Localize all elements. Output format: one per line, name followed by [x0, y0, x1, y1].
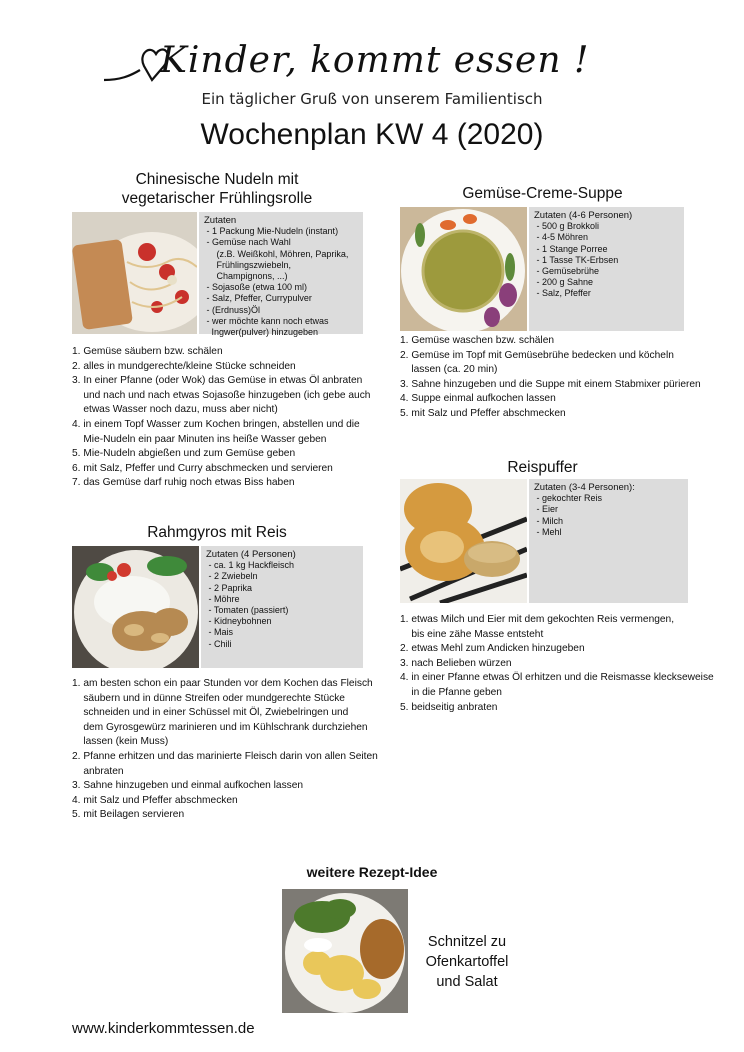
ingredient-item: - Gemüse nach Wahl [204, 237, 291, 248]
photo-schnitzel [282, 889, 408, 1013]
ingredient-item: - (Erdnuss)Öl [204, 304, 261, 315]
ingredient-item: - 2 Paprika [206, 582, 253, 593]
ingredients-nudeln [199, 212, 363, 338]
step-item: 5. mit Salz und Pfeffer abschmecken [400, 407, 566, 419]
footer-url: www.kinderkommtessen.de [72, 1020, 255, 1037]
ingredients-heading: Zutaten [204, 215, 237, 226]
ingredients-reispuffer [529, 479, 688, 603]
recipe-title-suppe: Gemüse-Creme-Suppe [462, 185, 623, 202]
ingredient-item: Frühlingszwiebeln, [204, 259, 292, 270]
step-item: 2. etwas Mehl zum Andicken hinzugeben [400, 643, 585, 655]
step-item: anbraten [72, 765, 124, 777]
ingredient-item: - 1 Stange Porree [534, 243, 608, 254]
step-item: 5. beidseitig anbraten [400, 701, 498, 713]
step-item: 6. mit Salz, Pfeffer und Curry abschmecken und servieren [72, 462, 333, 474]
ingredients-heading: Zutaten (3-4 Personen): [534, 482, 635, 493]
ingredient-item: - Mehl [534, 526, 562, 537]
ingredient-item: - 500 g Brokkoli [534, 221, 600, 232]
ingredient-item: - ca. 1 kg Hackfleisch [206, 560, 295, 571]
step-item: 3. nach Belieben würzen [400, 657, 512, 669]
steps-reispuffer [400, 613, 740, 715]
photo-nudeln [72, 212, 197, 334]
steps-nudeln [72, 345, 392, 491]
step-item: 5. mit Beilagen servieren [72, 809, 185, 821]
step-item: 3. In einer Pfanne (oder Wok) das Gemüse in etwas Öl anbraten [72, 375, 363, 387]
logo [100, 36, 660, 92]
more-recipe-line: Ofenkartoffel [425, 954, 509, 970]
photo-reispuffer [400, 479, 527, 603]
ingredients-heading: Zutaten (4 Personen) [206, 549, 296, 560]
step-item: 4. Suppe einmal aufkochen lassen [400, 393, 556, 405]
ingredient-item: - gekochter Reis [534, 493, 603, 504]
ingredient-item: - Möhre [206, 593, 240, 604]
recipe-title-reispuffer: Reispuffer [507, 459, 578, 476]
step-item: 4. in einer Pfanne etwas Öl erhitzen und die Reismasse kleckseweise [400, 672, 714, 684]
step-item: 3. Sahne hinzugeben und die Suppe mit einem Stabmixer pürieren [400, 378, 701, 390]
step-item: lassen (kein Muss) [72, 736, 169, 748]
ingredients-suppe [529, 207, 684, 331]
ingredient-item: - 2 Zwiebeln [206, 571, 258, 582]
step-item: 1. Gemüse waschen bzw. schälen [400, 335, 555, 346]
more-recipes-title: weitere Rezept-Idee [306, 864, 438, 880]
ingredient-item: (z.B. Weißkohl, Möhren, Paprika, [204, 248, 349, 259]
step-item: 5. Mie-Nudeln abgießen und zum Gemüse geben [72, 448, 296, 460]
page-title: Wochenplan KW 4 (2020) [200, 118, 544, 151]
step-item: dem Gyrosgewürz marinieren und im Kühlschrank durchziehen [72, 721, 368, 733]
step-item: 2. alles in mundgerechte/kleine Stücke schneiden [72, 360, 296, 372]
ingredient-item: - Salz, Pfeffer, Currypulver [204, 293, 312, 304]
ingredient-item: - Sojasoße (etwa 100 ml) [204, 282, 308, 293]
step-item: und nach und nach etwas Sojasoße hinzugeben (ich gebe auch [72, 389, 371, 401]
steps-gyros [72, 677, 402, 823]
ingredient-item: - Gemüsebrühe [534, 266, 600, 277]
photo-gyros [72, 546, 199, 668]
step-item: 7. das Gemüse darf ruhig noch etwas Biss haben [72, 477, 295, 489]
photo-suppe [400, 207, 527, 331]
more-recipe-text [412, 932, 522, 992]
ingredient-item: - Tomaten (passiert) [206, 605, 289, 616]
more-recipe-line: und Salat [436, 974, 498, 990]
step-item: lassen (ca. 20 min) [400, 364, 498, 376]
ingredient-item: - Eier [534, 504, 559, 515]
ingredient-item: - wer möchte kann noch etwas [204, 315, 329, 326]
ingredient-item: - Mais [206, 627, 233, 638]
recipe-title-line: vegetarischer Frühlingsrolle [121, 190, 313, 207]
ingredient-item: - Kidneybohnen [206, 616, 272, 627]
step-item: 1. am besten schon ein paar Stunden vor dem Kochen das Fleisch [72, 678, 373, 689]
subtitle: Ein täglicher Gruß von unserem Familientisch [201, 90, 543, 108]
ingredient-item: - Salz, Pfeffer [534, 288, 591, 299]
step-item: 2. Gemüse im Topf mit Gemüsebrühe bedecken und köcheln [400, 349, 674, 361]
step-item: 4. in einem Topf Wasser zum Kochen bringen, abstellen und die [72, 418, 360, 430]
recipe-title-gyros: Rahmgyros mit Reis [147, 524, 287, 541]
steps-suppe [400, 334, 730, 422]
logo-text: Kinder, kommt essen ! [160, 40, 590, 81]
more-recipe-line: Schnitzel zu [427, 934, 507, 950]
ingredients-gyros [201, 546, 363, 668]
step-item: 1. Gemüse säubern bzw. schälen [72, 346, 223, 357]
recipe-title-nudeln [72, 170, 362, 208]
ingredient-item: - 4-5 Möhren [534, 232, 589, 243]
ingredient-item: - 1 Packung Mie-Nudeln (instant) [204, 226, 339, 237]
step-item: bis eine zähe Masse entsteht [400, 628, 544, 640]
ingredient-item: - 200 g Sahne [534, 277, 594, 288]
ingredient-item: - 1 Tasse TK-Erbsen [534, 254, 619, 265]
step-item: 3. Sahne hinzugeben und einmal aufkochen lassen [72, 780, 304, 792]
step-item: säubern und in dünne Streifen oder mundgerechte Stücke [72, 692, 345, 704]
step-item: etwas Wasser noch dazu, muss aber nicht) [72, 404, 278, 416]
ingredient-item: Champignons, ...) [204, 271, 288, 282]
step-item: in die Pfanne geben [400, 686, 502, 698]
ingredient-item: Ingwer(pulver) hinzugeben [204, 327, 319, 338]
step-item: 4. mit Salz und Pfeffer abschmecken [72, 794, 238, 806]
ingredient-item: - Milch [534, 515, 563, 526]
step-item: 1. etwas Milch und Eier mit dem gekochten Reis vermengen, [400, 614, 675, 625]
ingredient-item: - Chili [206, 638, 232, 649]
step-item: 2. Pfanne erhitzen und das marinierte Fleisch darin von allen Seiten [72, 750, 378, 762]
ingredients-heading: Zutaten (4-6 Personen) [534, 210, 633, 221]
step-item: schneiden und in einer Schüssel mit Öl, Zwiebelringen und [72, 707, 349, 719]
step-item: Mie-Nudeln ein paar Minuten ins heiße Wasser geben [72, 433, 327, 445]
recipe-title-line: Chinesische Nudeln mit [135, 171, 299, 188]
